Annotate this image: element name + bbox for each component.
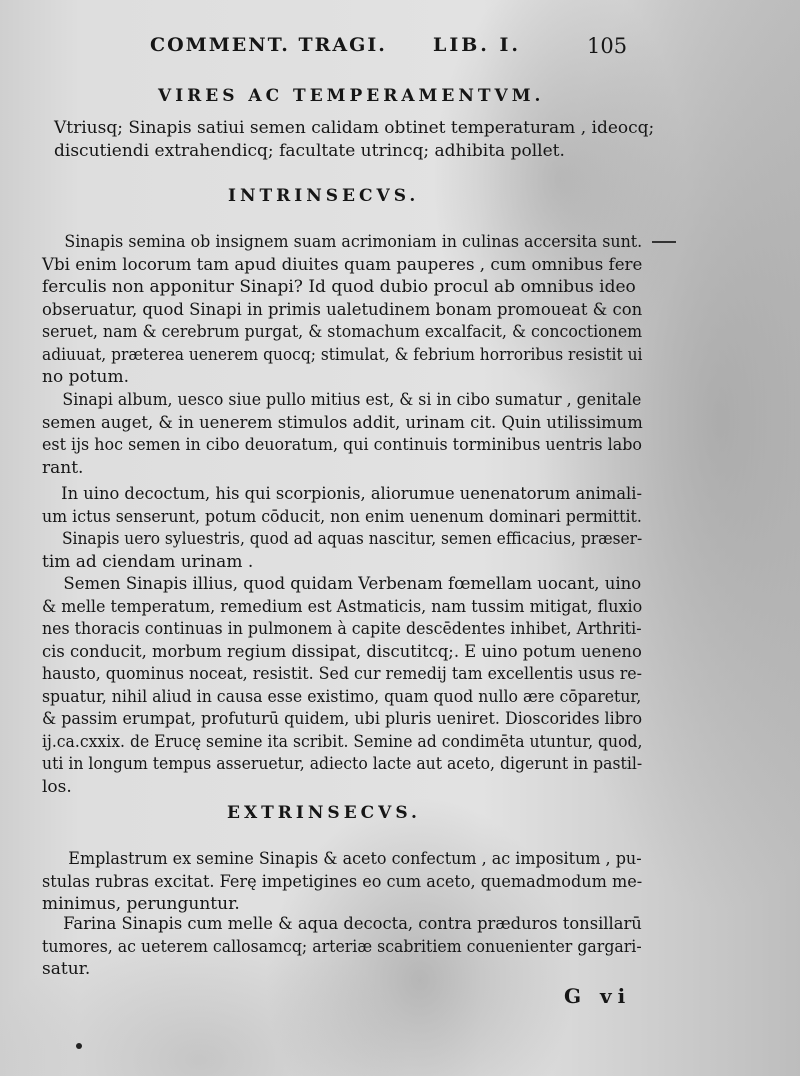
text-line: ij.ca.cxxix. de Erucę semine ita scribit. Semine ad condimēta utuntur, quod, xyxy=(42,731,643,752)
heading-intrinsecus: INTRINSECVS. xyxy=(228,186,420,206)
paragraph-intrinsecus-2 xyxy=(42,389,642,479)
text-line: ferculis non apponitur Sinapi? Id quod dubio procul ab omnibus ideo xyxy=(42,277,636,297)
ink-spot xyxy=(76,1043,82,1049)
text-line: seruet, nam & cerebrum purgat, & stomachum excalfacit, & concoctionem xyxy=(42,322,643,342)
text-line: los. xyxy=(42,776,72,797)
signature-mark: G vi xyxy=(564,984,632,1008)
running-head: COMMENT. TRAGI. xyxy=(150,34,387,56)
text-line: tim ad ciendam urinam . xyxy=(42,551,254,572)
paragraph-intrinsecus-3 xyxy=(42,483,642,528)
text-line: & passim erumpat, profuturū quidem, ubi pluris ueniret. Dioscorides libro xyxy=(42,709,643,729)
text-line: & melle temperatum, remedium est Astmaticis, nam tussim mitigat, fluxio xyxy=(42,596,643,617)
paragraph-intrinsecus-1 xyxy=(42,231,642,389)
text-line: nes thoracis continuas in pulmonem à capite descēdentes inhibet, Arthriti- xyxy=(42,619,642,639)
text-line: stulas rubras excitat. Ferę impetigines eo cum aceto, quemadmodum me- xyxy=(42,871,643,892)
text-line: Semen Sinapis illius, quod quidam Verbenam fœmellam uocant, uino xyxy=(63,574,642,594)
text-line: In uino decoctum, his qui scorpionis, aliorumue uenenatorum animali- xyxy=(61,484,642,504)
text-line: Emplastrum ex semine Sinapis & aceto confectum , ac impositum , pu- xyxy=(68,849,642,869)
text-line: obseruatur, quod Sinapi in primis ualetudinem bonam promoueat & con xyxy=(42,299,643,320)
paragraph-intrinsecus-5 xyxy=(42,573,642,798)
text-line: hausto, quominus noceat, resistit. Sed cur remedij tam excellentis usus re- xyxy=(42,664,642,684)
ink-mark xyxy=(652,241,676,243)
text-line: est ijs hoc semen in cibo deuoratum, qui continuis torminibus uentris labo xyxy=(42,435,643,455)
paragraph-intrinsecus-4 xyxy=(42,528,642,573)
paragraph-vires xyxy=(54,117,654,162)
text-line: Farina Sinapis cum melle & aqua decocta, contra præduros tonsillarū xyxy=(63,914,642,934)
heading-extrinsecus: EXTRINSECVS. xyxy=(227,803,421,823)
text-line: uti in longum tempus asseruetur, adiecto lacte aut aceto, digerunt in pastil- xyxy=(42,754,643,774)
text-line: Vtriusq; Sinapis satiui semen calidam obtinet temperaturam , ideocq; xyxy=(54,118,655,138)
text-line: Vbi enim locorum tam apud diuites quam pauperes , cum omnibus fere xyxy=(42,254,643,275)
text-line: semen auget, & in uenerem stimulos addit, urinam cit. Quin utilissimum xyxy=(42,412,643,433)
text-line: um ictus senserunt, potum cōducit, non enim uenenum dominari permittit. xyxy=(42,506,642,527)
text-line: cis conducit, morbum regium dissipat, discutitcq;. E uino potum ueneno xyxy=(42,641,642,662)
text-line: tumores, ac ueterem callosamcq; arteriæ scabritiem conuenienter gargari- xyxy=(42,936,642,957)
text-line: rant. xyxy=(42,457,84,478)
page-number: 105 xyxy=(587,34,628,58)
book-label: LIB. I. xyxy=(433,34,522,56)
page-header xyxy=(150,34,630,64)
text-line: Sinapi album, uesco siue pullo mitius est, & si in cibo sumatur , genitale xyxy=(62,390,642,410)
text-line: minimus, perunguntur. xyxy=(42,894,240,914)
text-line: no potum. xyxy=(42,367,130,387)
heading-vires: VIRES AC TEMPERAMENTVM. xyxy=(158,86,545,106)
paragraph-extrinsecus-1 xyxy=(42,848,642,916)
text-line: Sinapis uero syluestris, quod ad aquas nascitur, semen efficacius, præser- xyxy=(61,529,643,549)
text-line: adiuuat, præterea uenerem quocq; stimulat, & febrium horroribus resistit ui xyxy=(42,344,643,365)
text-line: Sinapis semina ob insignem suam acrimoniam in culinas accersita sunt. xyxy=(64,232,643,252)
text-line: spuatur, nihil aliud in causa esse existimo, quam quod nullo ære cōparetur, xyxy=(42,686,642,707)
text-line: discutiendi extrahendicq; facultate utrincq; adhibita pollet. xyxy=(54,140,565,161)
text-line: satur. xyxy=(42,959,91,979)
paragraph-extrinsecus-2 xyxy=(42,913,642,981)
